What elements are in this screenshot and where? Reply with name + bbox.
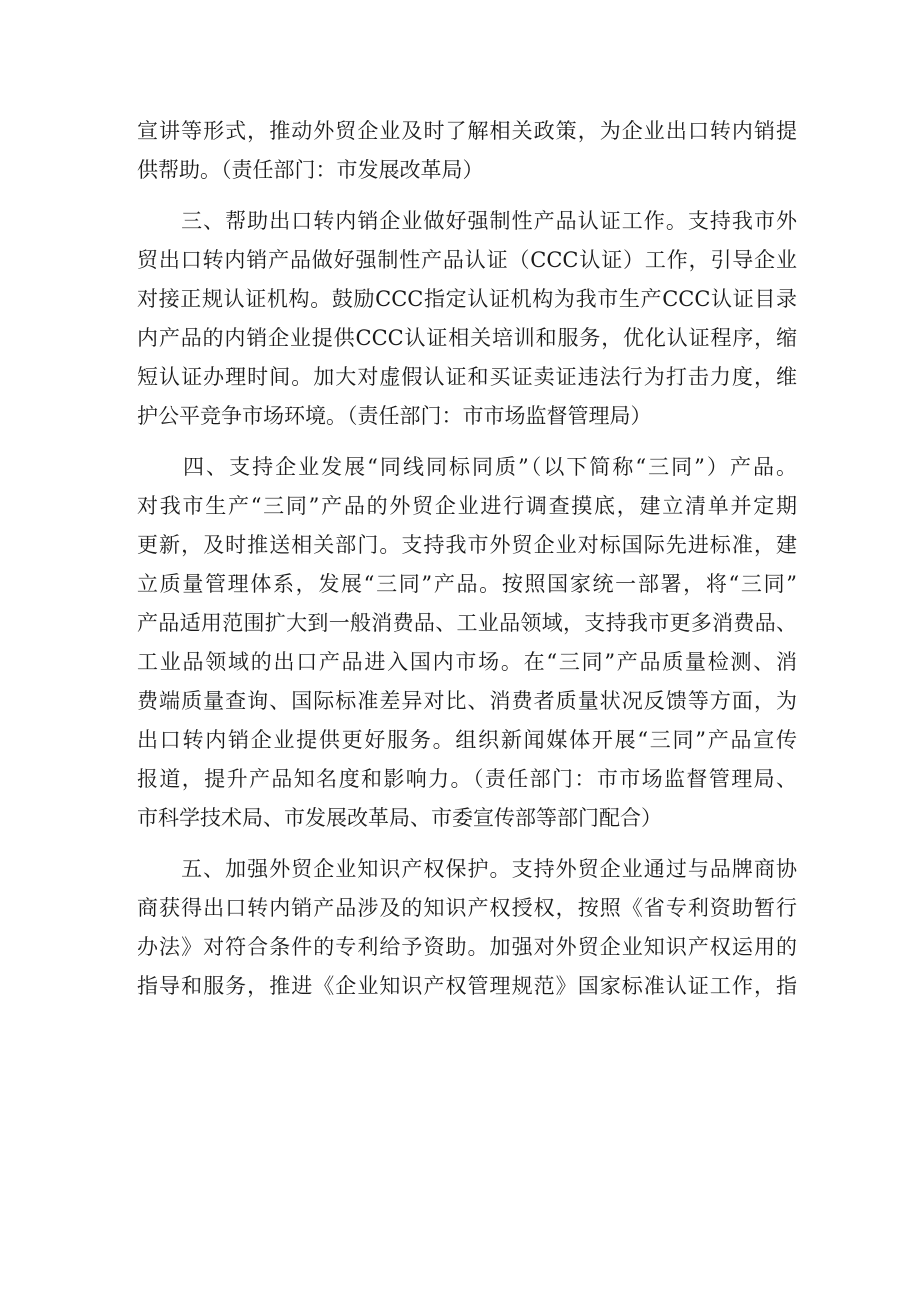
text-line: 办法》对符合条件的专利给予资助。加强对外贸企业知识产权运用的	[137, 935, 797, 959]
text-line: 内产品的内销企业提供CCC认证相关培训和服务，优化认证程序，缩	[137, 326, 797, 350]
text-line: 贸出口转内销产品做好强制性产品认证（CCC认证）工作，引导企业	[137, 248, 797, 272]
paragraph-gap	[137, 838, 797, 850]
paragraph-gap	[137, 190, 797, 202]
paragraph-section-three	[137, 202, 797, 436]
text-line: 立质量管理体系，发展“三同”产品。按照国家统一部署，将“三同”	[137, 572, 797, 596]
paragraph-gap	[137, 436, 797, 448]
text-line: 对接正规认证机构。鼓励CCC指定认证机构为我市生产CCC认证目录	[137, 287, 797, 311]
paragraph-policy-promotion	[137, 112, 797, 190]
text-line: 出口转内销企业提供更好服务。组织新闻媒体开展“三同”产品宣传	[137, 728, 797, 752]
text-line: 对我市生产“三同”产品的外贸企业进行调查摸底，建立清单并定期	[137, 494, 797, 518]
text-line: 商获得出口转内销产品涉及的知识产权授权，按照《省专利资助暂行	[137, 896, 797, 920]
text-line: 三、帮助出口转内销企业做好强制性产品认证工作。支持我市外	[137, 209, 797, 233]
paragraph-section-four	[137, 448, 797, 838]
text-line: 市科学技术局、市发展改革局、市委宣传部等部门配合）	[137, 806, 662, 830]
text-line: 宣讲等形式，推动外贸企业及时了解相关政策，为企业出口转内销提	[137, 119, 797, 143]
text-line: 供帮助。（责任部门：市发展改革局）	[137, 158, 484, 182]
text-line: 短认证办理时间。加大对虚假认证和买证卖证违法行为打击力度，维	[137, 365, 797, 389]
document-body	[137, 112, 797, 1006]
text-line: 费端质量查询、国际标准差异对比、消费者质量状况反馈等方面，为	[137, 689, 797, 713]
text-line: 护公平竞争市场环境。（责任部门：市市场监督管理局）	[137, 404, 652, 428]
text-line: 四、支持企业发展“同线同标同质”（以下简称“三同”）产品。	[137, 455, 797, 479]
text-line: 指导和服务，推进《企业知识产权管理规范》国家标准认证工作，指	[137, 974, 797, 998]
paragraph-section-five	[137, 850, 797, 1006]
text-line: 工业品领域的出口产品进入国内市场。在“三同”产品质量检测、消	[137, 650, 797, 674]
text-line: 五、加强外贸企业知识产权保护。支持外贸企业通过与品牌商协	[137, 857, 797, 881]
text-line: 产品适用范围扩大到一般消费品、工业品领域，支持我市更多消费品、	[137, 611, 797, 635]
text-line: 更新，及时推送相关部门。支持我市外贸企业对标国际先进标准，建	[137, 533, 797, 557]
text-line: 报道，提升产品知名度和影响力。（责任部门：市市场监督管理局、	[137, 767, 797, 791]
